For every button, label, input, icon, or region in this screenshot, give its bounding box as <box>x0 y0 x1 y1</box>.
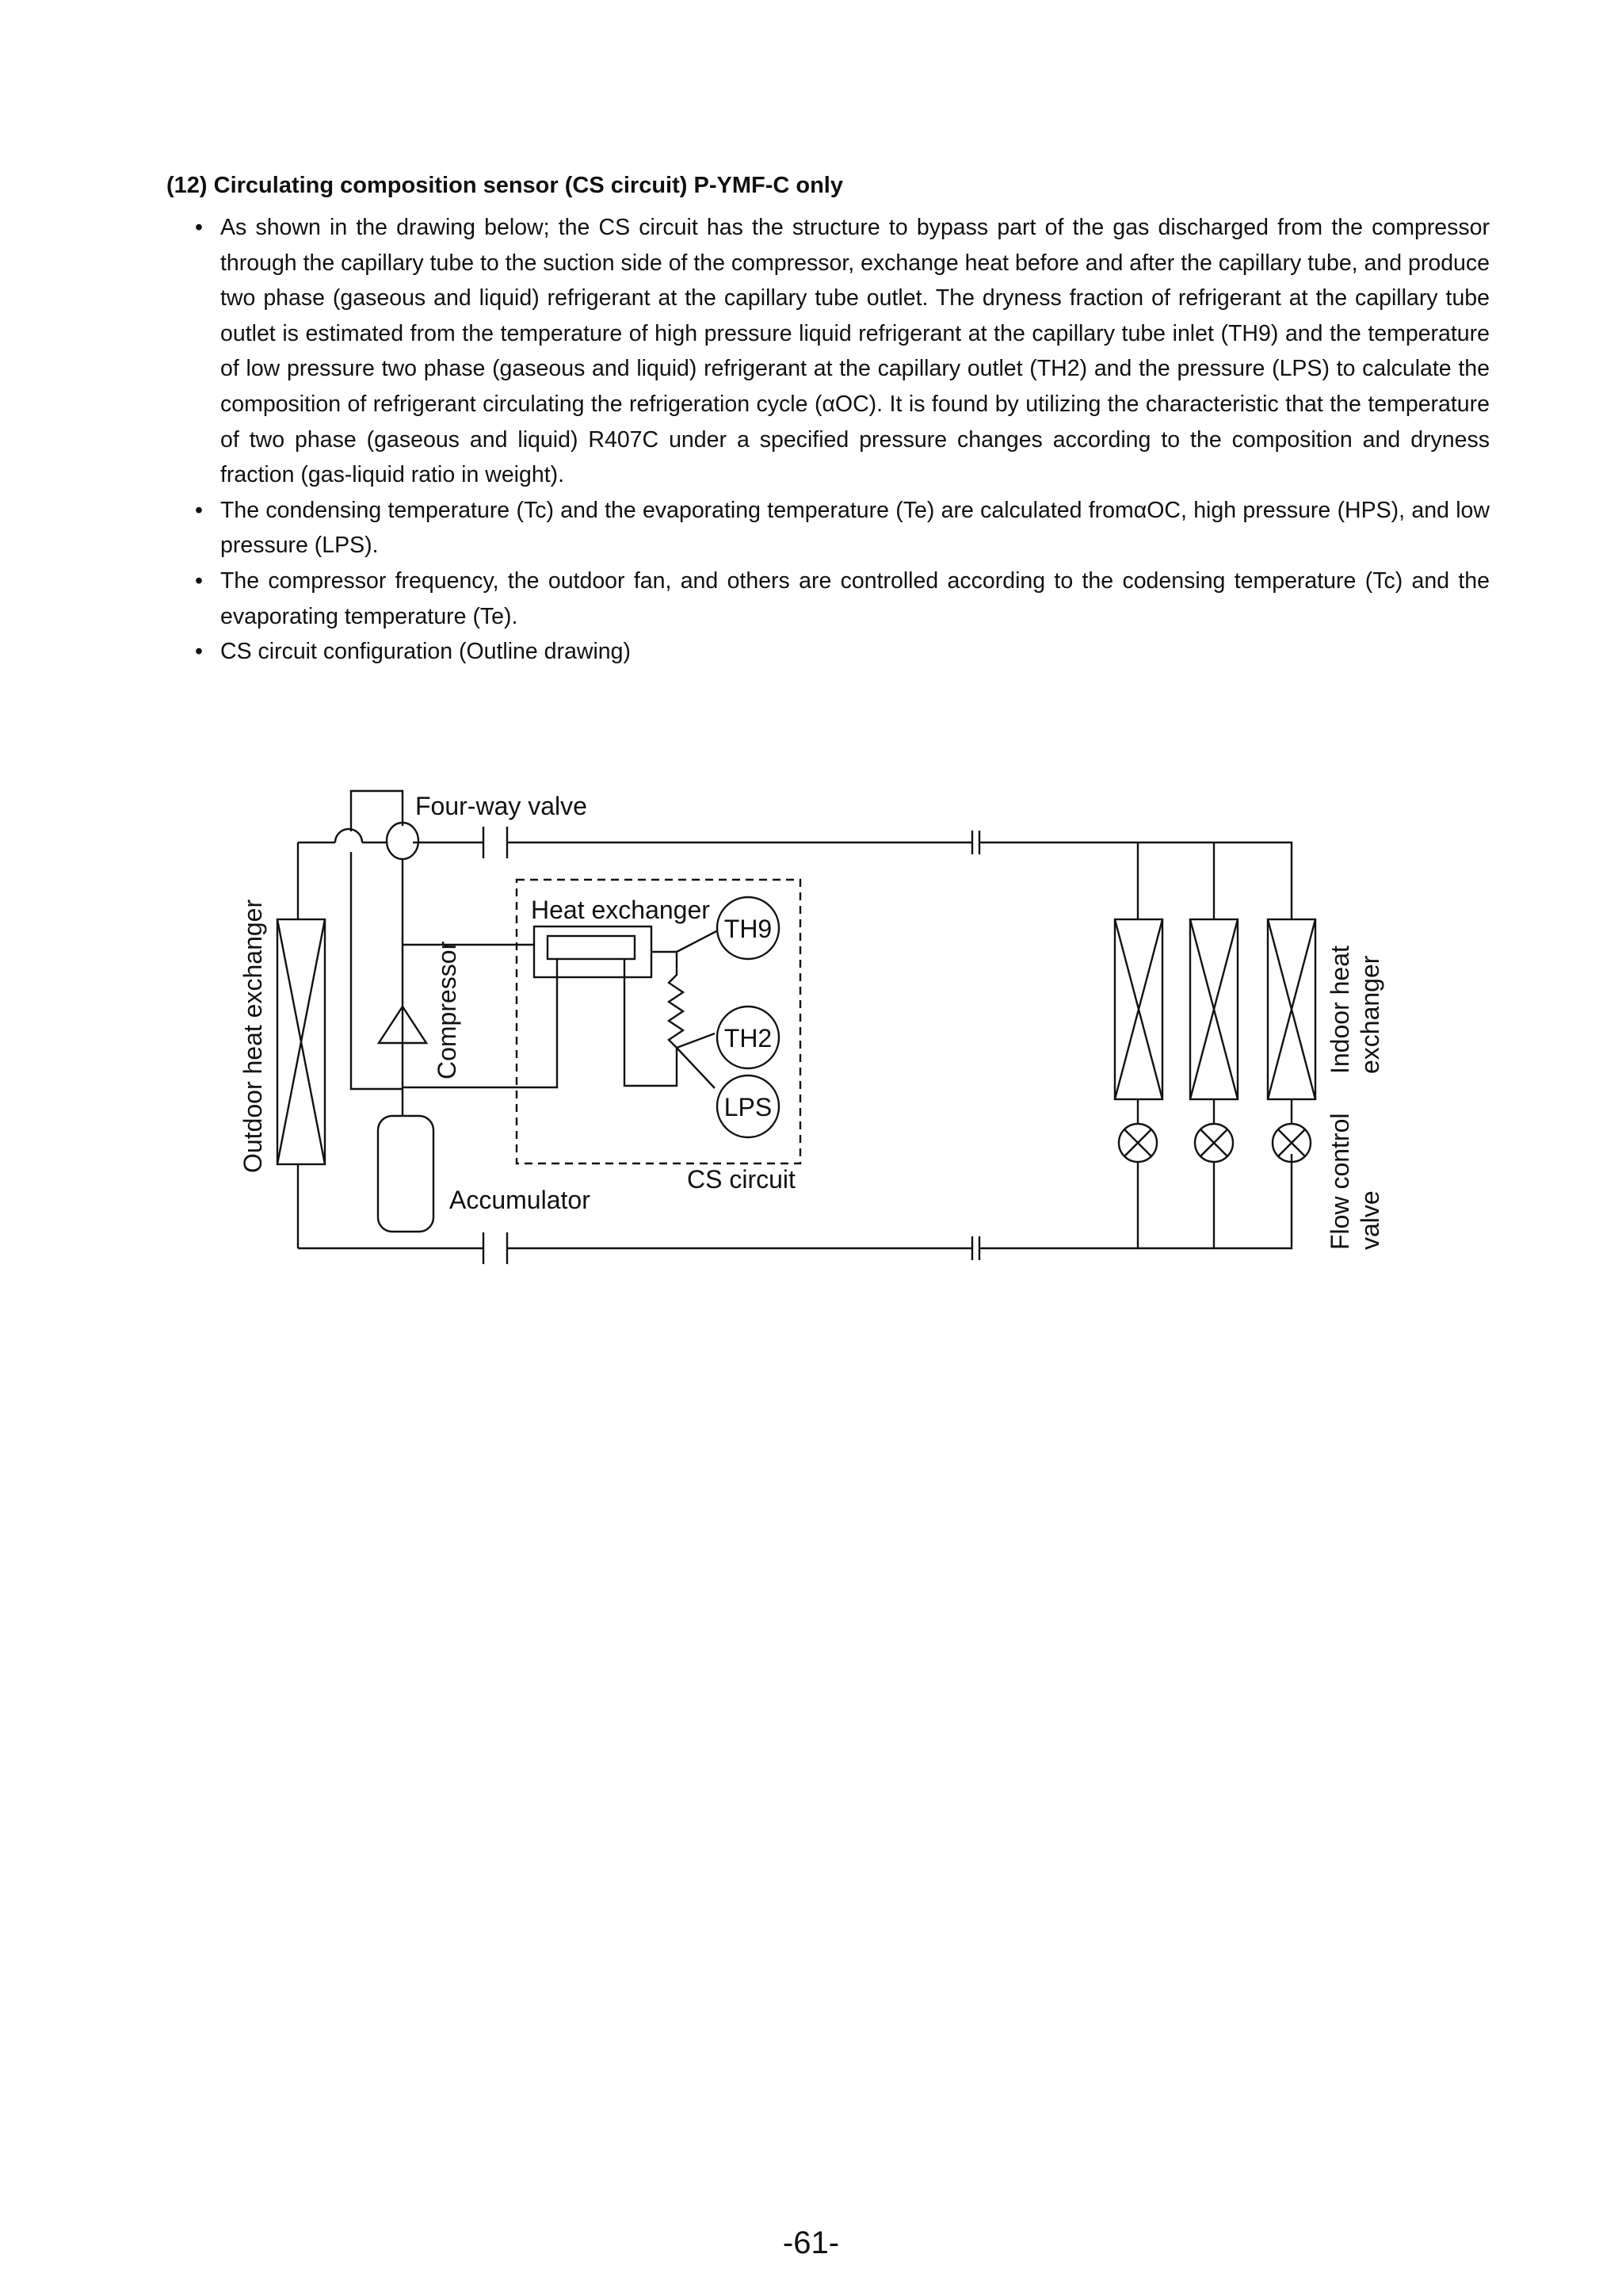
cs-return-pipe <box>403 959 557 1087</box>
indoor-heat-exchanger-label: exchanger <box>1356 955 1384 1074</box>
indoor-heat-exchanger-label: Indoor heat <box>1326 946 1354 1074</box>
flow-control-valve-1 <box>1119 1124 1157 1162</box>
four-way-valve-symbol <box>335 791 418 1115</box>
flow-control-valve-label: Flow control <box>1326 1113 1354 1250</box>
compressor-left-pipe <box>351 852 403 1089</box>
section-heading: (12) Circulating composition sensor (CS circuit) P-YMF-C only <box>166 173 843 198</box>
bullet-item: • The compressor frequency, the outdoor fan, and others are controlled according to the codensing temperature (Tc) and the evaporating temperature (Te). <box>220 563 1490 634</box>
outdoor-heat-exchanger-symbol <box>277 919 325 1164</box>
cs-circuit-label: CS circuit <box>687 1165 796 1194</box>
joint-top-right <box>972 831 979 854</box>
cs-circuit-diagram <box>0 761 1622 1276</box>
valve-oval <box>387 823 418 859</box>
sensor-leads <box>677 930 718 1088</box>
flow-control-valve-2 <box>1195 1124 1233 1162</box>
bullet-item: • The condensing temperature (Tc) and the evaporating temperature (Te) are calculated fromαOC, high pressure (HPS), and low pressure (LPS). <box>220 493 1490 563</box>
th9-label: TH9 <box>723 915 773 943</box>
capillary-tube <box>651 952 683 1048</box>
bullet-list <box>220 210 1490 670</box>
heat-exchanger-label: Heat exchanger <box>531 896 710 924</box>
compressor-label: Compressor <box>433 941 461 1079</box>
joint-top-left <box>483 827 507 858</box>
pipe-hop <box>335 829 362 842</box>
top-pipe <box>298 842 1292 919</box>
accumulator-label: Accumulator <box>449 1186 590 1214</box>
indoor-heat-exchanger-3 <box>1268 919 1315 1099</box>
joint-bottom-left <box>483 1232 507 1264</box>
th2-label: TH2 <box>723 1024 773 1052</box>
page-number: -61- <box>782 2225 840 2260</box>
indoor-heat-exchanger-1 <box>1115 919 1162 1099</box>
bullet-item: • As shown in the drawing below; the CS circuit has the structure to bypass part of the gas discharged from the compressor through the capillary tube to the suction side of the compressor, exchange heat before and after the capillary tube, and produce two phase (gaseous and liquid) refrigerant at the capillary tube outlet. The dryness fraction of refrigerant at the capillary tube outlet is estimated from the temperature of high pressure liquid refrigerant at the capillary tube inlet (TH9) and the temperature of low pressure two phase (gaseous and liquid) refrigerant at the capillary outlet (TH2) and the pressure (LPS) to calculate the composition of refrigerant circulating the refrigeration cycle (αOC). It is found by utilizing the characteristic that the temperature of two phase (gaseous and liquid) R407C under a specified pressure changes according to the composition and dryness fraction (gas-liquid ratio in weight). <box>220 210 1490 493</box>
four-way-valve-label: Four-way valve <box>415 792 587 820</box>
indoor-heat-exchanger-2 <box>1190 919 1238 1099</box>
flow-control-valve-label: valve <box>1356 1190 1384 1250</box>
lps-label: LPS <box>723 1093 773 1121</box>
joint-bottom-right <box>972 1236 979 1260</box>
accumulator-body <box>378 1116 433 1232</box>
outdoor-heat-exchanger-label: Outdoor heat exchanger <box>239 899 267 1173</box>
bullet-item: • CS circuit configuration (Outline drawing) <box>220 634 1490 670</box>
cs-heat-exchanger-symbol <box>534 926 651 977</box>
